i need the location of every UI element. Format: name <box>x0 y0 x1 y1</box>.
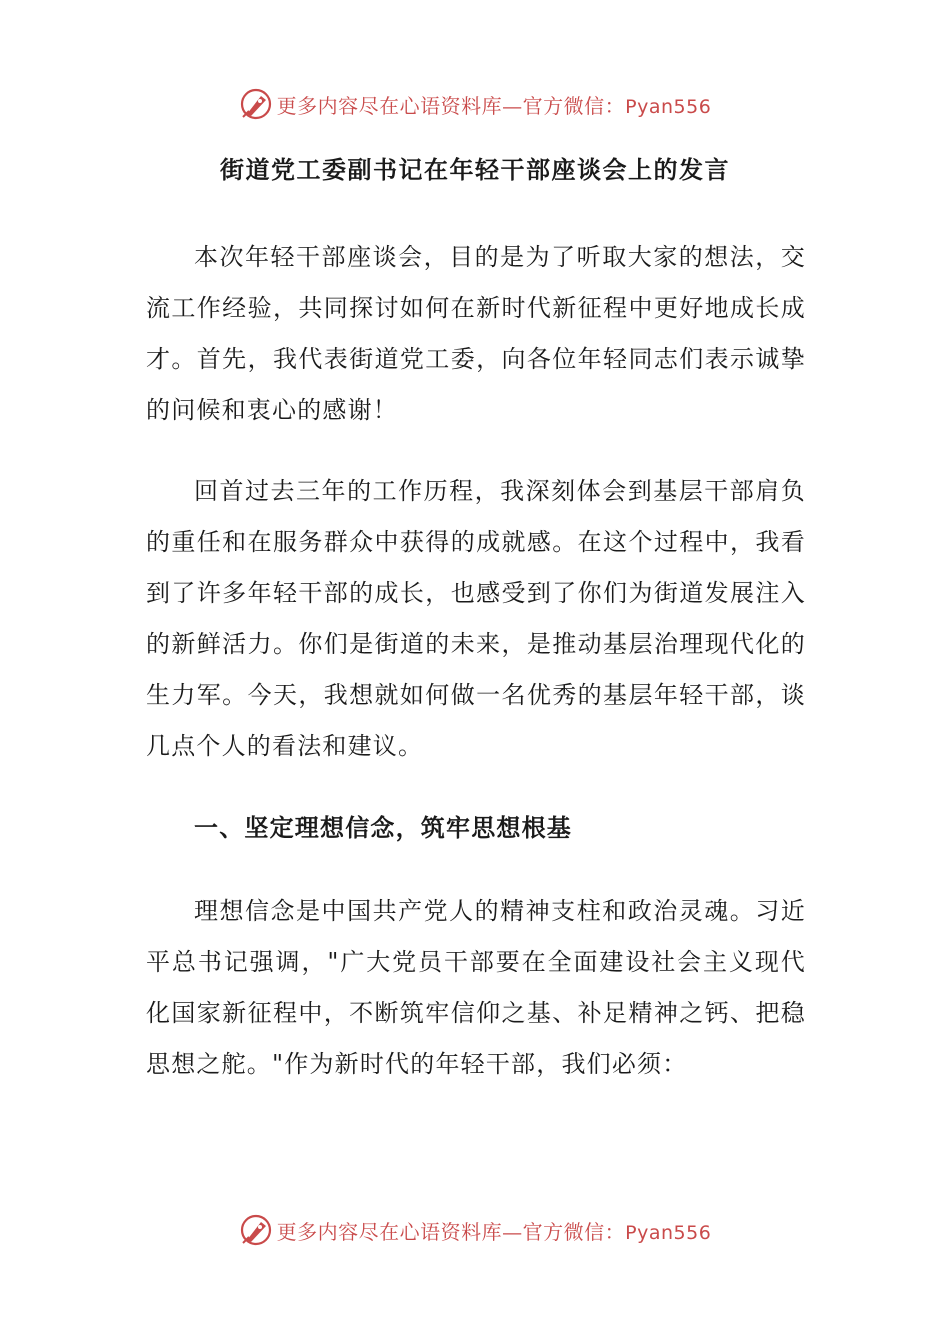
paragraph-review: 回首过去三年的工作历程，我深刻体会到基层干部肩负的重任和在服务群众中获得的成就感。在这个过程中，我看到了许多年轻干部的成长，也感受到了你们为街道发展注入的新鲜活力。你们是街道的未来，是推动基层治理现代化的生力军。今天，我想就如何做一名优秀的基层年轻干部，谈几点个人的看法和建议。 <box>146 477 806 760</box>
banner-text: 更多内容尽在心语资料库—官方微信：Pyan556 <box>276 93 712 118</box>
banner-wechat-handle: Pyan556 <box>625 1221 712 1244</box>
footer-banner <box>0 1210 950 1250</box>
document-title: 街道党工委副书记在年轻干部座谈会上的发言 <box>220 155 730 184</box>
paragraph-intro: 本次年轻干部座谈会，目的是为了听取大家的想法，交流工作经验，共同探讨如何在新时代新征程中更好地成长成才。首先，我代表街道党工委，向各位年轻同志们表示诚挚的问候和衷心的感谢！ <box>146 243 806 424</box>
banner-text: 更多内容尽在心语资料库—官方微信：Pyan556 <box>276 1219 712 1244</box>
pen-nib-icon <box>239 87 273 121</box>
header-banner <box>0 84 950 124</box>
section-heading: 一、坚定理想信念，筑牢思想根基 <box>194 813 572 842</box>
paragraph-section-1: 理想信念是中国共产党人的精神支柱和政治灵魂。习近平总书记强调，"广大党员干部要在全面建设社会主义现代化国家新征程中，不断筑牢信仰之基、补足精神之钙、把稳思想之舵。"作为新时代的年轻干部，我们必须： <box>146 897 806 1078</box>
pen-nib-icon <box>239 1213 273 1247</box>
banner-wechat-handle: Pyan556 <box>625 95 712 118</box>
